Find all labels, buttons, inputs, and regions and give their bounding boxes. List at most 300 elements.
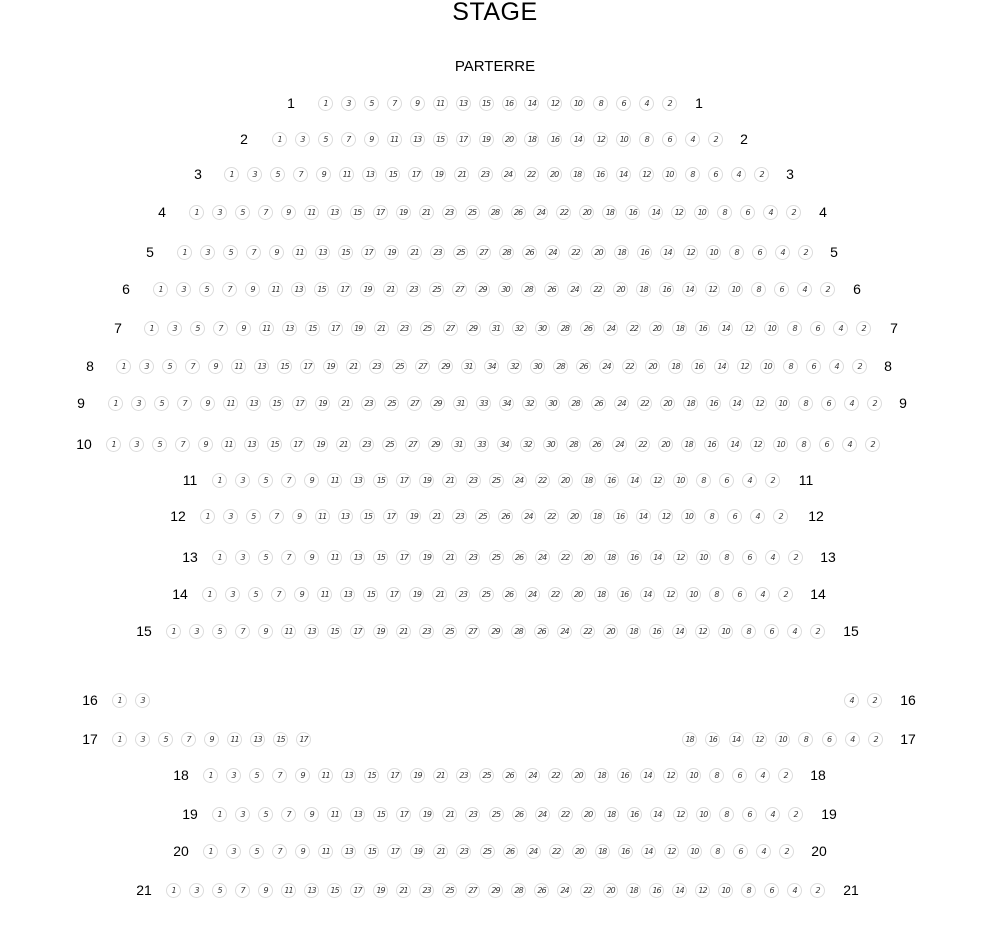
seat[interactable]: 4	[829, 359, 844, 374]
seat[interactable]: 26	[502, 768, 517, 783]
seat[interactable]: 23	[419, 624, 434, 639]
seat[interactable]: 17	[386, 587, 401, 602]
seat[interactable]: 2	[778, 768, 793, 783]
seat[interactable]: 3	[167, 321, 182, 336]
seat[interactable]: 13	[456, 96, 471, 111]
seat[interactable]: 1	[166, 624, 181, 639]
seat[interactable]: 2	[788, 807, 803, 822]
seat[interactable]: 10	[687, 844, 702, 859]
seat[interactable]: 10	[570, 96, 585, 111]
seat[interactable]: 16	[617, 768, 632, 783]
seat[interactable]: 20	[603, 883, 618, 898]
seat[interactable]: 4	[833, 321, 848, 336]
seat[interactable]: 5	[212, 883, 227, 898]
seat[interactable]: 6	[733, 844, 748, 859]
seat[interactable]: 29	[430, 396, 445, 411]
seat[interactable]: 14	[650, 550, 665, 565]
seat[interactable]: 4	[755, 768, 770, 783]
seat[interactable]: 25	[475, 509, 490, 524]
seat[interactable]: 6	[821, 396, 836, 411]
seat[interactable]: 6	[616, 96, 631, 111]
seat[interactable]: 19	[313, 437, 328, 452]
seat[interactable]: 7	[185, 359, 200, 374]
seat[interactable]: 8	[729, 245, 744, 260]
seat[interactable]: 11	[318, 768, 333, 783]
seat[interactable]: 13	[304, 624, 319, 639]
seat[interactable]: 23	[456, 844, 471, 859]
seat[interactable]: 13	[350, 550, 365, 565]
seat[interactable]: 8	[704, 509, 719, 524]
seat[interactable]: 25	[479, 587, 494, 602]
seat[interactable]: 16	[649, 883, 664, 898]
seat[interactable]: 5	[270, 167, 285, 182]
seat[interactable]: 10	[686, 587, 701, 602]
seat[interactable]: 16	[649, 624, 664, 639]
seat[interactable]: 10	[673, 473, 688, 488]
seat[interactable]: 21	[442, 807, 457, 822]
seat[interactable]: 19	[373, 624, 388, 639]
seat[interactable]: 14	[714, 359, 729, 374]
seat[interactable]: 15	[314, 282, 329, 297]
seat[interactable]: 24	[525, 768, 540, 783]
seat[interactable]: 23	[478, 167, 493, 182]
seat[interactable]: 17	[456, 132, 471, 147]
seat[interactable]: 21	[383, 282, 398, 297]
seat[interactable]: 1	[112, 732, 127, 747]
seat[interactable]: 21	[454, 167, 469, 182]
seat[interactable]: 17	[292, 396, 307, 411]
seat[interactable]: 11	[433, 96, 448, 111]
seat[interactable]: 13	[338, 509, 353, 524]
seat[interactable]: 19	[351, 321, 366, 336]
seat[interactable]: 3	[189, 624, 204, 639]
seat[interactable]: 8	[741, 883, 756, 898]
seat[interactable]: 34	[497, 437, 512, 452]
seat[interactable]: 27	[476, 245, 491, 260]
seat[interactable]: 15	[373, 807, 388, 822]
seat[interactable]: 24	[501, 167, 516, 182]
seat[interactable]: 2	[867, 693, 882, 708]
seat[interactable]: 22	[626, 321, 641, 336]
seat[interactable]: 5	[258, 473, 273, 488]
seat[interactable]: 7	[387, 96, 402, 111]
seat[interactable]: 8	[719, 550, 734, 565]
seat[interactable]: 1	[224, 167, 239, 182]
seat[interactable]: 11	[268, 282, 283, 297]
seat[interactable]: 2	[773, 509, 788, 524]
seat[interactable]: 5	[364, 96, 379, 111]
seat[interactable]: 30	[535, 321, 550, 336]
seat[interactable]: 12	[639, 167, 654, 182]
seat[interactable]: 25	[420, 321, 435, 336]
seat[interactable]: 13	[341, 844, 356, 859]
seat[interactable]: 24	[603, 321, 618, 336]
seat[interactable]: 25	[453, 245, 468, 260]
seat[interactable]: 22	[549, 844, 564, 859]
seat[interactable]: 6	[727, 509, 742, 524]
seat[interactable]: 3	[135, 693, 150, 708]
seat[interactable]: 21	[432, 587, 447, 602]
seat[interactable]: 17	[387, 844, 402, 859]
seat[interactable]: 29	[488, 883, 503, 898]
seat[interactable]: 7	[281, 550, 296, 565]
seat[interactable]: 16	[691, 359, 706, 374]
seat[interactable]: 3	[212, 205, 227, 220]
seat[interactable]: 26	[534, 624, 549, 639]
seat[interactable]: 2	[765, 473, 780, 488]
seat[interactable]: 3	[235, 807, 250, 822]
seat[interactable]: 22	[580, 883, 595, 898]
seat[interactable]: 15	[364, 844, 379, 859]
seat[interactable]: 8	[798, 396, 813, 411]
seat[interactable]: 26	[589, 437, 604, 452]
seat[interactable]: 21	[396, 624, 411, 639]
seat[interactable]: 5	[258, 550, 273, 565]
seat[interactable]: 24	[545, 245, 560, 260]
seat[interactable]: 12	[673, 807, 688, 822]
seat[interactable]: 17	[350, 624, 365, 639]
seat[interactable]: 9	[295, 844, 310, 859]
seat[interactable]: 6	[764, 883, 779, 898]
seat[interactable]: 7	[281, 473, 296, 488]
seat[interactable]: 5	[246, 509, 261, 524]
seat[interactable]: 18	[636, 282, 651, 297]
seat[interactable]: 2	[820, 282, 835, 297]
seat[interactable]: 16	[705, 732, 720, 747]
seat[interactable]: 15	[350, 205, 365, 220]
seat[interactable]: 16	[704, 437, 719, 452]
seat[interactable]: 26	[591, 396, 606, 411]
seat[interactable]: 14	[682, 282, 697, 297]
seat[interactable]: 15	[338, 245, 353, 260]
seat[interactable]: 14	[660, 245, 675, 260]
seat[interactable]: 7	[281, 807, 296, 822]
seat[interactable]: 21	[433, 768, 448, 783]
seat[interactable]: 3	[225, 587, 240, 602]
seat[interactable]: 13	[350, 807, 365, 822]
seat[interactable]: 3	[200, 245, 215, 260]
seat[interactable]: 8	[709, 587, 724, 602]
seat[interactable]: 18	[682, 732, 697, 747]
seat[interactable]: 18	[604, 550, 619, 565]
seat[interactable]: 19	[315, 396, 330, 411]
seat[interactable]: 3	[295, 132, 310, 147]
seat[interactable]: 3	[223, 509, 238, 524]
seat[interactable]: 23	[359, 437, 374, 452]
seat[interactable]: 11	[223, 396, 238, 411]
seat[interactable]: 1	[116, 359, 131, 374]
seat[interactable]: 7	[213, 321, 228, 336]
seat[interactable]: 15	[363, 587, 378, 602]
seat[interactable]: 19	[410, 844, 425, 859]
seat[interactable]: 16	[627, 807, 642, 822]
seat[interactable]: 26	[503, 844, 518, 859]
seat[interactable]: 22	[524, 167, 539, 182]
seat[interactable]: 21	[429, 509, 444, 524]
seat[interactable]: 12	[593, 132, 608, 147]
seat[interactable]: 29	[475, 282, 490, 297]
seat[interactable]: 18	[590, 509, 605, 524]
seat[interactable]: 26	[522, 245, 537, 260]
seat[interactable]: 11	[304, 205, 319, 220]
seat[interactable]: 20	[581, 550, 596, 565]
seat[interactable]: 16	[547, 132, 562, 147]
seat[interactable]: 19	[479, 132, 494, 147]
seat[interactable]: 2	[867, 396, 882, 411]
seat[interactable]: 20	[571, 587, 586, 602]
seat[interactable]: 9	[292, 509, 307, 524]
seat[interactable]: 17	[396, 473, 411, 488]
seat[interactable]: 22	[568, 245, 583, 260]
seat[interactable]: 8	[639, 132, 654, 147]
seat[interactable]: 13	[246, 396, 261, 411]
seat[interactable]: 1	[272, 132, 287, 147]
seat[interactable]: 24	[599, 359, 614, 374]
seat[interactable]: 17	[328, 321, 343, 336]
seat[interactable]: 4	[685, 132, 700, 147]
seat[interactable]: 7	[177, 396, 192, 411]
seat[interactable]: 9	[200, 396, 215, 411]
seat[interactable]: 25	[465, 205, 480, 220]
seat[interactable]: 14	[650, 807, 665, 822]
seat[interactable]: 5	[158, 732, 173, 747]
seat[interactable]: 6	[810, 321, 825, 336]
seat[interactable]: 16	[695, 321, 710, 336]
seat[interactable]: 11	[318, 844, 333, 859]
seat[interactable]: 14	[640, 587, 655, 602]
seat[interactable]: 8	[798, 732, 813, 747]
seat[interactable]: 17	[396, 550, 411, 565]
seat[interactable]: 9	[236, 321, 251, 336]
seat[interactable]: 1	[212, 473, 227, 488]
seat[interactable]: 2	[810, 624, 825, 639]
seat[interactable]: 28	[521, 282, 536, 297]
seat[interactable]: 24	[557, 883, 572, 898]
seat[interactable]: 9	[410, 96, 425, 111]
seat[interactable]: 26	[502, 587, 517, 602]
seat[interactable]: 18	[570, 167, 585, 182]
seat[interactable]: 7	[235, 883, 250, 898]
seat[interactable]: 16	[613, 509, 628, 524]
seat[interactable]: 13	[362, 167, 377, 182]
seat[interactable]: 13	[350, 473, 365, 488]
seat[interactable]: 12	[663, 768, 678, 783]
seat[interactable]: 26	[498, 509, 513, 524]
seat[interactable]: 5	[249, 768, 264, 783]
seat[interactable]: 34	[499, 396, 514, 411]
seat[interactable]: 22	[558, 807, 573, 822]
seat[interactable]: 10	[681, 509, 696, 524]
seat[interactable]: 22	[637, 396, 652, 411]
seat[interactable]: 12	[705, 282, 720, 297]
seat[interactable]: 22	[635, 437, 650, 452]
seat[interactable]: 29	[488, 624, 503, 639]
seat[interactable]: 16	[637, 245, 652, 260]
seat[interactable]: 17	[383, 509, 398, 524]
seat[interactable]: 3	[341, 96, 356, 111]
seat[interactable]: 5	[152, 437, 167, 452]
seat[interactable]: 22	[622, 359, 637, 374]
seat[interactable]: 11	[339, 167, 354, 182]
seat[interactable]: 6	[732, 768, 747, 783]
seat[interactable]: 24	[525, 587, 540, 602]
seat[interactable]: 20	[567, 509, 582, 524]
seat[interactable]: 11	[231, 359, 246, 374]
seat[interactable]: 25	[429, 282, 444, 297]
seat[interactable]: 24	[567, 282, 582, 297]
seat[interactable]: 1	[112, 693, 127, 708]
seat[interactable]: 18	[614, 245, 629, 260]
seat[interactable]: 31	[451, 437, 466, 452]
seat[interactable]: 12	[671, 205, 686, 220]
seat[interactable]: 5	[258, 807, 273, 822]
seat[interactable]: 12	[683, 245, 698, 260]
seat[interactable]: 3	[189, 883, 204, 898]
seat[interactable]: 7	[269, 509, 284, 524]
seat[interactable]: 13	[315, 245, 330, 260]
seat[interactable]: 12	[664, 844, 679, 859]
seat[interactable]: 2	[786, 205, 801, 220]
seat[interactable]: 14	[570, 132, 585, 147]
seat[interactable]: 14	[729, 396, 744, 411]
seat[interactable]: 14	[672, 883, 687, 898]
seat[interactable]: 3	[235, 473, 250, 488]
seat[interactable]: 12	[750, 437, 765, 452]
seat[interactable]: 20	[571, 768, 586, 783]
seat[interactable]: 14	[648, 205, 663, 220]
seat[interactable]: 7	[341, 132, 356, 147]
seat[interactable]: 32	[522, 396, 537, 411]
seat[interactable]: 1	[318, 96, 333, 111]
seat[interactable]: 20	[658, 437, 673, 452]
seat[interactable]: 12	[737, 359, 752, 374]
seat[interactable]: 11	[317, 587, 332, 602]
seat[interactable]: 13	[244, 437, 259, 452]
seat[interactable]: 12	[752, 396, 767, 411]
seat[interactable]: 22	[548, 768, 563, 783]
seat[interactable]: 21	[336, 437, 351, 452]
seat[interactable]: 16	[659, 282, 674, 297]
seat[interactable]: 14	[718, 321, 733, 336]
seat[interactable]: 8	[709, 768, 724, 783]
seat[interactable]: 9	[294, 587, 309, 602]
seat[interactable]: 25	[479, 768, 494, 783]
seat[interactable]: 9	[208, 359, 223, 374]
seat[interactable]: 7	[175, 437, 190, 452]
seat[interactable]: 22	[548, 587, 563, 602]
seat[interactable]: 23	[397, 321, 412, 336]
seat[interactable]: 14	[640, 768, 655, 783]
seat[interactable]: 5	[249, 844, 264, 859]
seat[interactable]: 10	[728, 282, 743, 297]
seat[interactable]: 13	[291, 282, 306, 297]
seat[interactable]: 24	[614, 396, 629, 411]
seat[interactable]: 24	[535, 807, 550, 822]
seat[interactable]: 14	[641, 844, 656, 859]
seat[interactable]: 6	[742, 807, 757, 822]
seat[interactable]: 13	[340, 587, 355, 602]
seat[interactable]: 23	[465, 807, 480, 822]
seat[interactable]: 17	[396, 807, 411, 822]
seat[interactable]: 25	[442, 883, 457, 898]
seat[interactable]: 20	[579, 205, 594, 220]
seat[interactable]: 17	[408, 167, 423, 182]
seat[interactable]: 19	[323, 359, 338, 374]
seat[interactable]: 4	[765, 807, 780, 822]
seat[interactable]: 24	[533, 205, 548, 220]
seat[interactable]: 6	[764, 624, 779, 639]
seat[interactable]: 20	[581, 807, 596, 822]
seat[interactable]: 14	[636, 509, 651, 524]
seat[interactable]: 26	[534, 883, 549, 898]
seat[interactable]: 5	[212, 624, 227, 639]
seat[interactable]: 6	[752, 245, 767, 260]
seat[interactable]: 2	[856, 321, 871, 336]
seat[interactable]: 18	[672, 321, 687, 336]
seat[interactable]: 11	[281, 624, 296, 639]
seat[interactable]: 3	[226, 844, 241, 859]
seat[interactable]: 33	[474, 437, 489, 452]
seat[interactable]: 18	[683, 396, 698, 411]
seat[interactable]: 8	[717, 205, 732, 220]
seat[interactable]: 25	[384, 396, 399, 411]
seat[interactable]: 29	[428, 437, 443, 452]
seat[interactable]: 21	[346, 359, 361, 374]
seat[interactable]: 20	[558, 473, 573, 488]
seat[interactable]: 14	[627, 473, 642, 488]
seat[interactable]: 19	[396, 205, 411, 220]
seat[interactable]: 25	[489, 473, 504, 488]
seat[interactable]: 8	[751, 282, 766, 297]
seat[interactable]: 28	[511, 883, 526, 898]
seat[interactable]: 26	[512, 807, 527, 822]
seat[interactable]: 16	[618, 844, 633, 859]
seat[interactable]: 29	[438, 359, 453, 374]
seat[interactable]: 22	[544, 509, 559, 524]
seat[interactable]: 8	[719, 807, 734, 822]
seat[interactable]: 24	[512, 473, 527, 488]
seat[interactable]: 25	[489, 550, 504, 565]
seat[interactable]: 24	[612, 437, 627, 452]
seat[interactable]: 23	[456, 768, 471, 783]
seat[interactable]: 1	[212, 550, 227, 565]
seat[interactable]: 10	[718, 883, 733, 898]
seat[interactable]: 7	[235, 624, 250, 639]
seat[interactable]: 19	[360, 282, 375, 297]
seat[interactable]: 8	[685, 167, 700, 182]
seat[interactable]: 20	[645, 359, 660, 374]
seat[interactable]: 10	[718, 624, 733, 639]
seat[interactable]: 1	[153, 282, 168, 297]
seat[interactable]: 30	[530, 359, 545, 374]
seat[interactable]: 32	[520, 437, 535, 452]
seat[interactable]: 11	[327, 473, 342, 488]
seat[interactable]: 12	[658, 509, 673, 524]
seat[interactable]: 15	[327, 624, 342, 639]
seat[interactable]: 4	[844, 396, 859, 411]
seat[interactable]: 22	[580, 624, 595, 639]
seat[interactable]: 18	[594, 587, 609, 602]
seat[interactable]: 22	[556, 205, 571, 220]
seat[interactable]: 25	[382, 437, 397, 452]
seat[interactable]: 5	[199, 282, 214, 297]
seat[interactable]: 18	[626, 624, 641, 639]
seat[interactable]: 15	[364, 768, 379, 783]
seat[interactable]: 20	[603, 624, 618, 639]
seat[interactable]: 4	[765, 550, 780, 565]
seat[interactable]: 23	[406, 282, 421, 297]
seat[interactable]: 4	[756, 844, 771, 859]
